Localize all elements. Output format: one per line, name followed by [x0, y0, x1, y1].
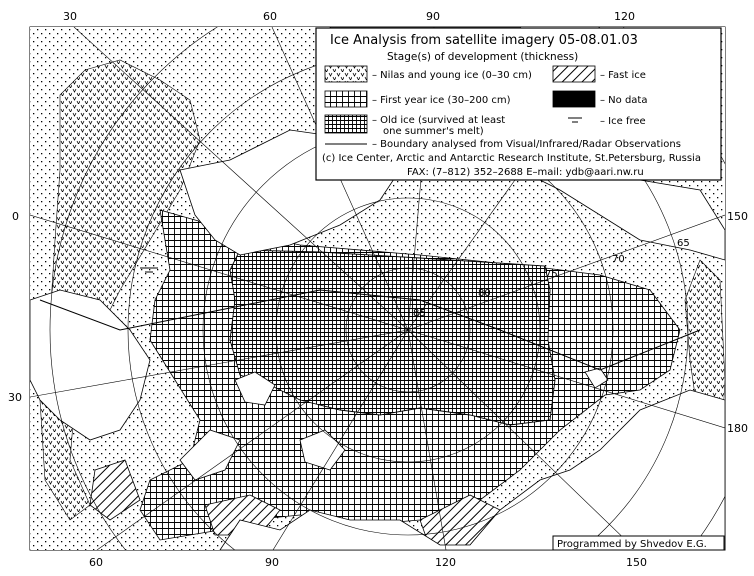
swatch-old-ice	[325, 115, 367, 133]
legend-title: Ice Analysis from satellite imagery 05-08.01.03	[330, 33, 638, 48]
longitude-label-bottom-120: 120	[435, 556, 456, 569]
swatch-first-year-ice	[325, 91, 367, 107]
longitude-label-top-120: 120	[614, 10, 635, 23]
latitude-label-70: 70	[612, 254, 625, 265]
longitude-label-bottom-150: 150	[626, 556, 647, 569]
latitude-label-80: 80	[478, 288, 491, 299]
longitude-label-bottom-60: 60	[89, 556, 103, 569]
legend-item-fast-ice: – Fast ice	[600, 70, 646, 81]
programmer-credit: Programmed by Shvedov E.G.	[557, 539, 707, 550]
longitude-label-left-30: 30	[8, 391, 22, 404]
legend-item-ice-free: – Ice free	[600, 116, 646, 127]
latitude-label-85: 85	[413, 308, 426, 319]
longitude-label-left-0: 0	[12, 210, 19, 223]
longitude-label-right-180: 180	[727, 422, 748, 435]
legend-item-nilas: – Nilas and young ice (0–30 cm)	[372, 70, 532, 81]
legend-item-boundary: – Boundary analysed from Visual/Infrared/Radar Observations	[372, 139, 681, 150]
legend-credit-line2: FAX: (7–812) 352–2688 E–mail: ydb@aari.nw.ru	[407, 167, 644, 178]
swatch-nilas	[325, 66, 367, 82]
programmer-credit-box	[553, 536, 724, 550]
swatch-no-data	[553, 91, 595, 107]
swatch-fast-ice	[553, 66, 595, 82]
latitude-label-65: 65	[677, 238, 690, 249]
legend-item-no-data: – No data	[600, 95, 648, 106]
longitude-label-right-150: 150	[727, 210, 748, 223]
legend-panel	[316, 28, 721, 180]
longitude-label-top-30: 30	[63, 10, 77, 23]
legend-credit-line1: (c) Ice Center, Arctic and Antarctic Research Institute, St.Petersburg, Russia	[322, 153, 701, 164]
legend-item-old-ice-line2: one summer's melt)	[383, 126, 484, 137]
legend-item-old-ice-line1: – Old ice (survived at least	[372, 115, 506, 126]
longitude-label-bottom-90: 90	[265, 556, 279, 569]
legend-item-first-year-ice: – First year ice (30–200 cm)	[372, 95, 511, 106]
latitude-label-75: 75	[545, 269, 558, 280]
longitude-label-top-60: 60	[263, 10, 277, 23]
legend-subtitle: Stage(s) of development (thickness)	[387, 51, 579, 63]
longitude-label-top-90: 90	[426, 10, 440, 23]
